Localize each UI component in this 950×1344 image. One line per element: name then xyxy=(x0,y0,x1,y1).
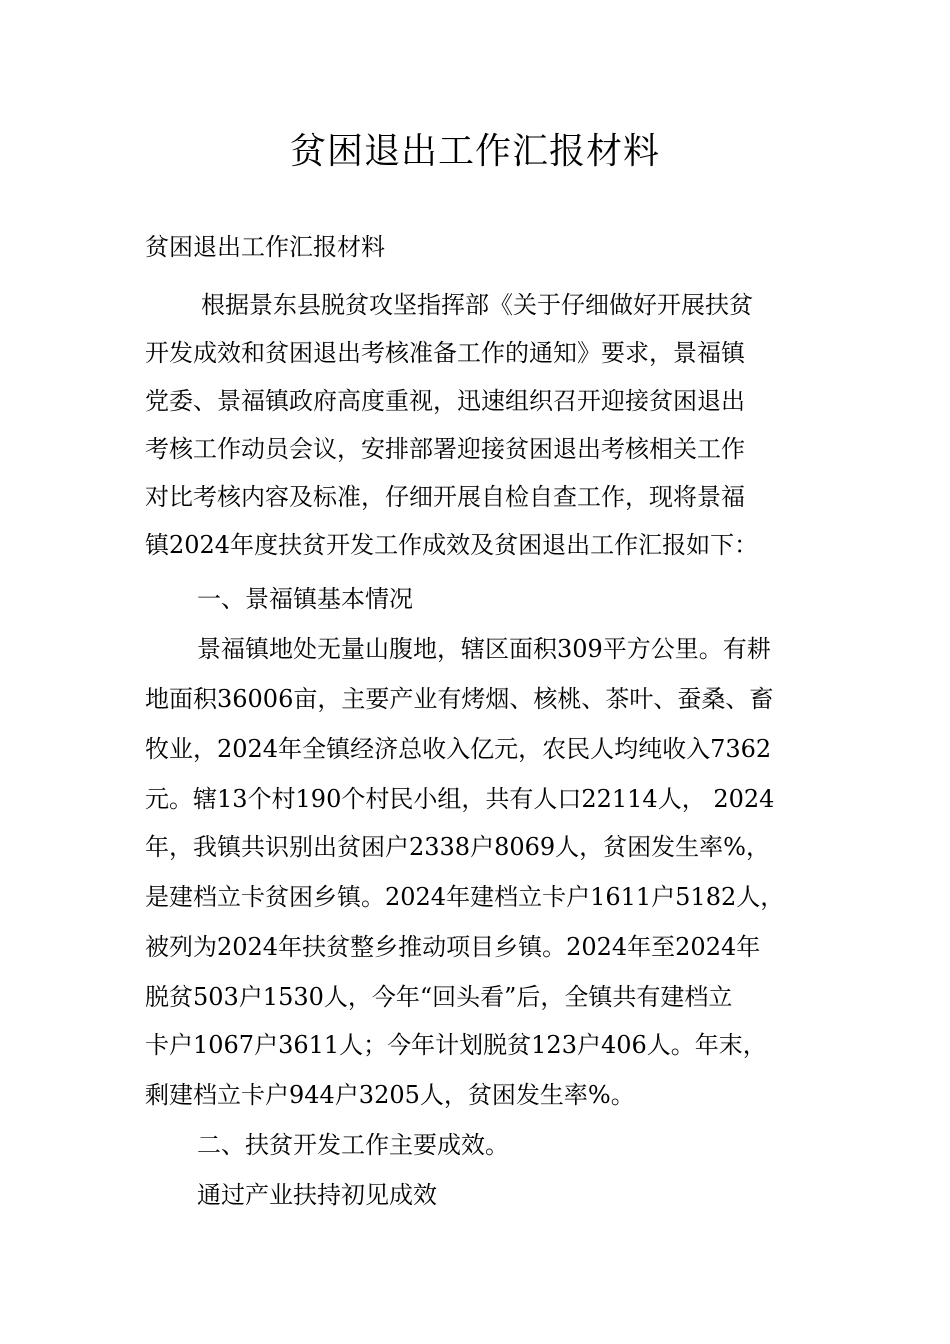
paragraph-line: 年，我镇共识别出贫困户2338户8069人，贫困发生率%， xyxy=(145,833,770,861)
paragraph-line: 被列为2024年扶贫整乡推动项目乡镇。2024年至2024年 xyxy=(145,933,761,961)
paragraph-line: 元。辖13个村190个村民小组，共有人口22114人， 2024 xyxy=(145,785,775,813)
paragraph-line: 地面积36006亩，主要产业有烤烟、核桃、茶叶、蚕桑、畜 xyxy=(145,685,774,713)
subsection-heading: 通过产业扶持初见成效 xyxy=(197,1181,437,1209)
section-heading: 一、景福镇基本情况 xyxy=(197,585,413,613)
intro-line: 开发成效和贫困退出考核准备工作的通知》要求，景福镇 xyxy=(145,339,745,367)
document-subtitle: 贫困退出工作汇报材料 xyxy=(145,233,385,261)
paragraph-line: 脱贫503户1530人，今年“回头看”后，全镇共有建档立 xyxy=(145,983,733,1011)
intro-line: 镇2024年度扶贫开发工作成效及贫困退出工作汇报如下： xyxy=(145,531,759,559)
paragraph-line: 是建档立卡贫困乡镇。2024年建档立卡户1611户5182人， xyxy=(145,883,785,911)
paragraph-line: 剩建档立卡户944户3205人，贫困发生率%。 xyxy=(145,1081,635,1109)
document-title: 贫困退出工作汇报材料 xyxy=(289,131,660,172)
intro-line: 对比考核内容及标准，仔细开展自检自查工作，现将景福 xyxy=(145,483,745,511)
paragraph-line: 景福镇地处无量山腹地，辖区面积309平方公里。有耕 xyxy=(197,635,771,663)
section-heading: 二、扶贫开发工作主要成效。 xyxy=(197,1131,509,1159)
intro-line: 党委、景福镇政府高度重视，迅速组织召开迎接贫困退出 xyxy=(145,387,745,415)
intro-line: 根据景东县脱贫攻坚指挥部《关于仔细做好开展扶贫 xyxy=(201,291,753,319)
paragraph-line: 牧业，2024年全镇经济总收入亿元，农民人均纯收入7362 xyxy=(145,735,772,763)
paragraph-line: 卡户1067户3611人；今年计划脱贫123户406人。年末， xyxy=(145,1031,767,1059)
intro-line: 考核工作动员会议，安排部署迎接贫困退出考核相关工作 xyxy=(145,435,745,463)
